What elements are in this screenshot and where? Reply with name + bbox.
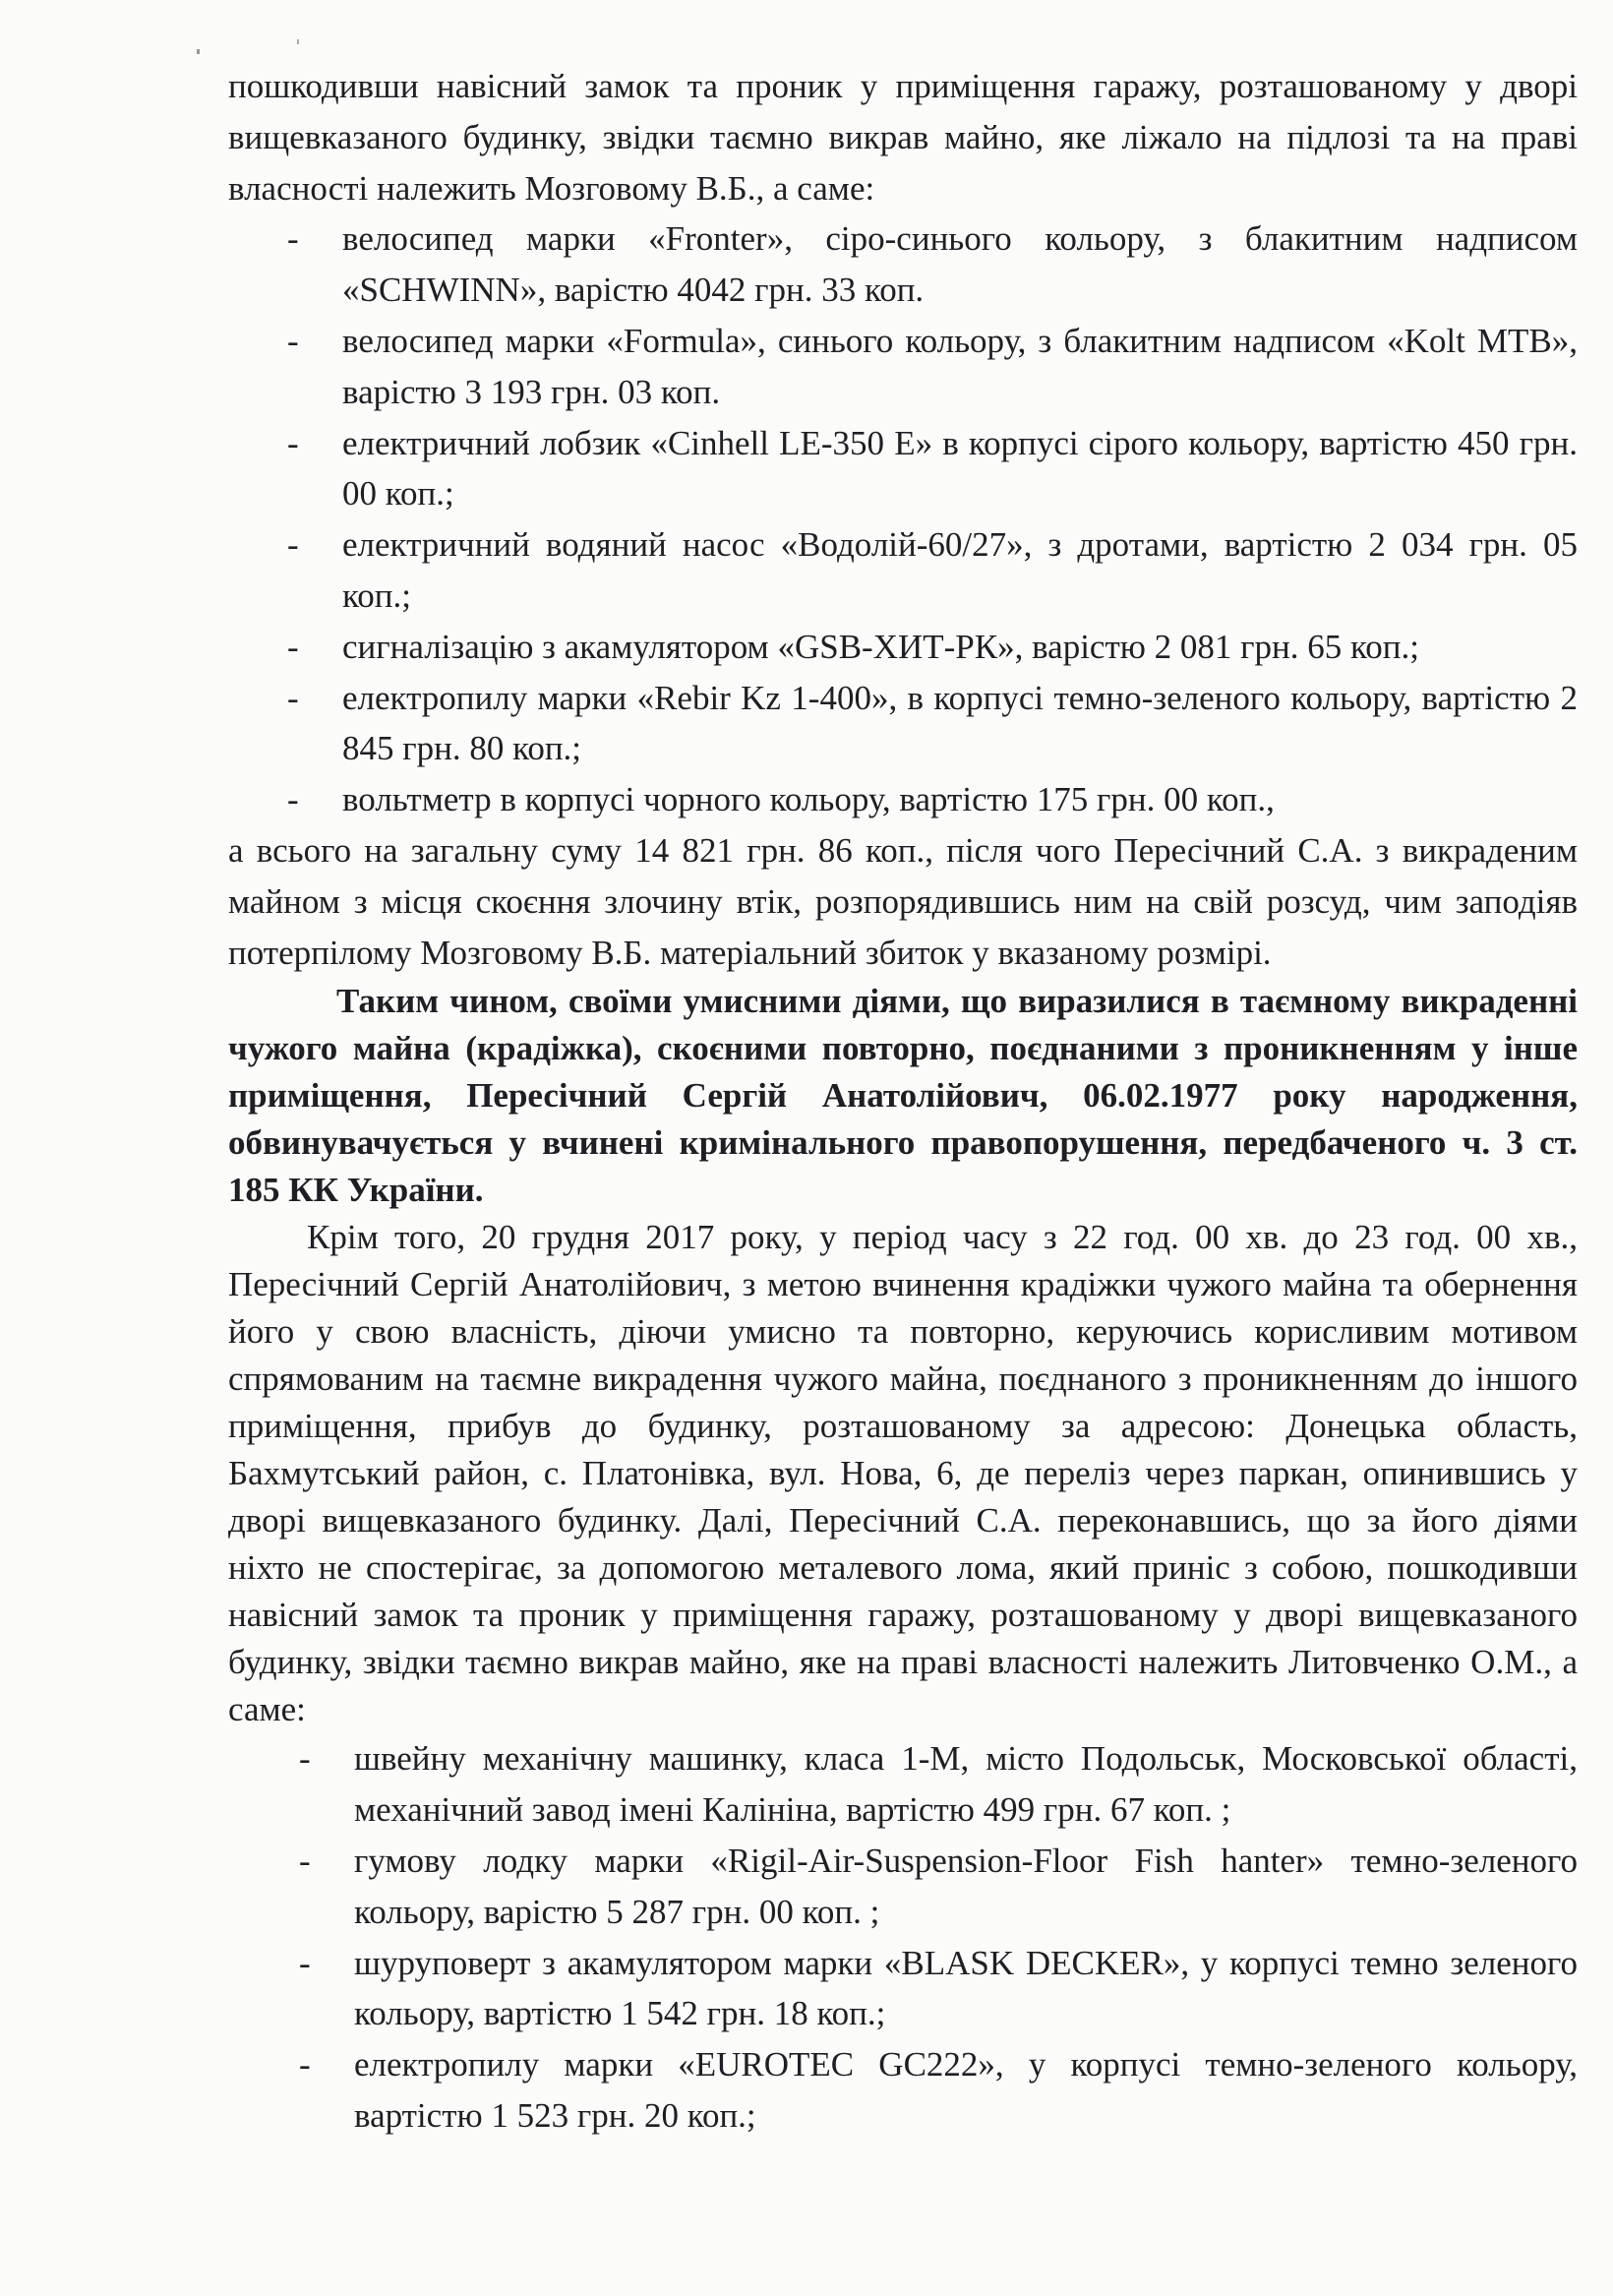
list-dash: - <box>287 423 299 462</box>
stolen-items-list-1 <box>287 213 1578 825</box>
list-dash: - <box>299 1841 311 1880</box>
list-item: - сигналізацію з акамулятором «GSB-ХИТ-РК», варістю 2 081 грн. 65 коп.; <box>295 622 1578 673</box>
list-item: - вольтметр в корпусі чорного кольору, вартістю 175 грн. 00 коп., <box>295 774 1578 825</box>
list-dash: - <box>287 321 299 360</box>
stolen-items-list-2 <box>299 1733 1578 2141</box>
list-item: - велосипед марки «Formula», синього кольору, з блакитним надписом «Kolt MTB», варістю 3 193 грн. 03 коп. <box>295 316 1578 418</box>
list-dash: - <box>287 525 299 565</box>
list-item: - електричний водяний насос «Водолій-60/27», з дротами, вартістю 2 034 грн. 05 коп.; <box>295 519 1578 622</box>
list-dash: - <box>299 1943 311 1982</box>
list-item: - електропилу марки «Rebir Kz 1-400», в корпусі темно-зеленого кольору, вартістю 2 845 грн. 80 коп.; <box>295 673 1578 775</box>
list-dash: - <box>287 780 299 819</box>
list-dash: - <box>287 678 299 717</box>
list-item: - електропилу марки «EUROTEC GC222», у корпусі темно-зеленого кольору, вартістю 1 523 грн. 20 коп.; <box>307 2039 1578 2142</box>
scan-speck <box>197 49 200 54</box>
list-item: - електричний лобзик «Cinhell LE-350 E» в корпусі сірого кольору, вартістю 450 грн. 00 коп.; <box>295 418 1578 520</box>
list-dash: - <box>287 219 299 259</box>
document-body <box>228 61 1578 2142</box>
intro-paragraph: пошкодивши навісний замок та проник у приміщення гаражу, розташованому у дворі вищевказаного будинку, звідки таємно викрав майно, яке ліжало на підлозі та на праві власності належить Мозговому В.Б., а саме: <box>228 67 1578 208</box>
list-item: - велосипед марки «Fronter», сіро-синього кольору, з блакитним надписом «SCHWINN», варістю 4042 грн. 33 коп. <box>295 213 1578 316</box>
scan-speck <box>297 39 299 44</box>
list-item: - швейну механічну машинку, класа 1-М, місто Подольськ, Московської області, механічний завод імені Калініна, вартістю 499 грн. 67 коп. ; <box>307 1733 1578 1836</box>
list-dash: - <box>287 627 299 666</box>
list-dash: - <box>299 2045 311 2085</box>
list-item: - гумову лодку марки «Rigil-Air-Suspension-Floor Fish hanter» темно-зеленого кольору, варістю 5 287 грн. 00 коп. ; <box>307 1836 1578 1938</box>
total-paragraph: а всього на загальну суму 14 821 грн. 86 коп., після чого Пересічний С.А. з викраденим майном з місця скоєння злочину втік, розпорядившись ним на свій розсуд, чим заподіяв потерпілому Мозговому В.Б. матеріальний збиток у вказаному розмірі. <box>228 830 1578 972</box>
list-item: - шуруповерт з акамулятором марки «BLASK DECKER», у корпусі темно зеленого кольору, вартістю 1 542 грн. 18 коп.; <box>307 1938 1578 2040</box>
list-dash: - <box>299 1739 311 1779</box>
conclusion-paragraph: Таким чином, своїми умисними діями, що виразилися в таємному викраденні чужого майна (крадіжка), скоєними повторно, поєднаними з проникненням у інше приміщення, Пересічний Сергій Анатолійович, 06.02.1977 року народження, обвинувачується у вчинені кримінального правопорушення, передбаченого ч. 3 ст. 185 КК України. <box>228 982 1578 1210</box>
second-incident-paragraph: Крім того, 20 грудня 2017 року, у період часу з 22 год. 00 хв. до 23 год. 00 хв., Пересічний Сергій Анатолійович, з метою вчинення крадіжки чужого майна та обернення його у свою власність, діючи умисно та повторно, керуючись корисливим мотивом спрямованим на таємне викрадення чужого майна, поєднаного з проникненням до іншого приміщення, прибув до будинку, розташованому за адресою: Донецька область, Бахмутський район, с. Платонівка, вул. Нова, 6, де переліз через паркан, опинившись у дворі вищевказаного будинку. Далі, Пересічний С.А. переконавшись, що за його діями ніхто не спостерігає, за допомогою металевого лома, який приніс з собою, пошкодивши навісний замок та проник у приміщення гаражу, розташованому у дворі вищевказаного будинку, звідки таємно викрав майно, яке на праві власності належить Литовченко О.М., а саме: <box>228 1218 1578 1729</box>
